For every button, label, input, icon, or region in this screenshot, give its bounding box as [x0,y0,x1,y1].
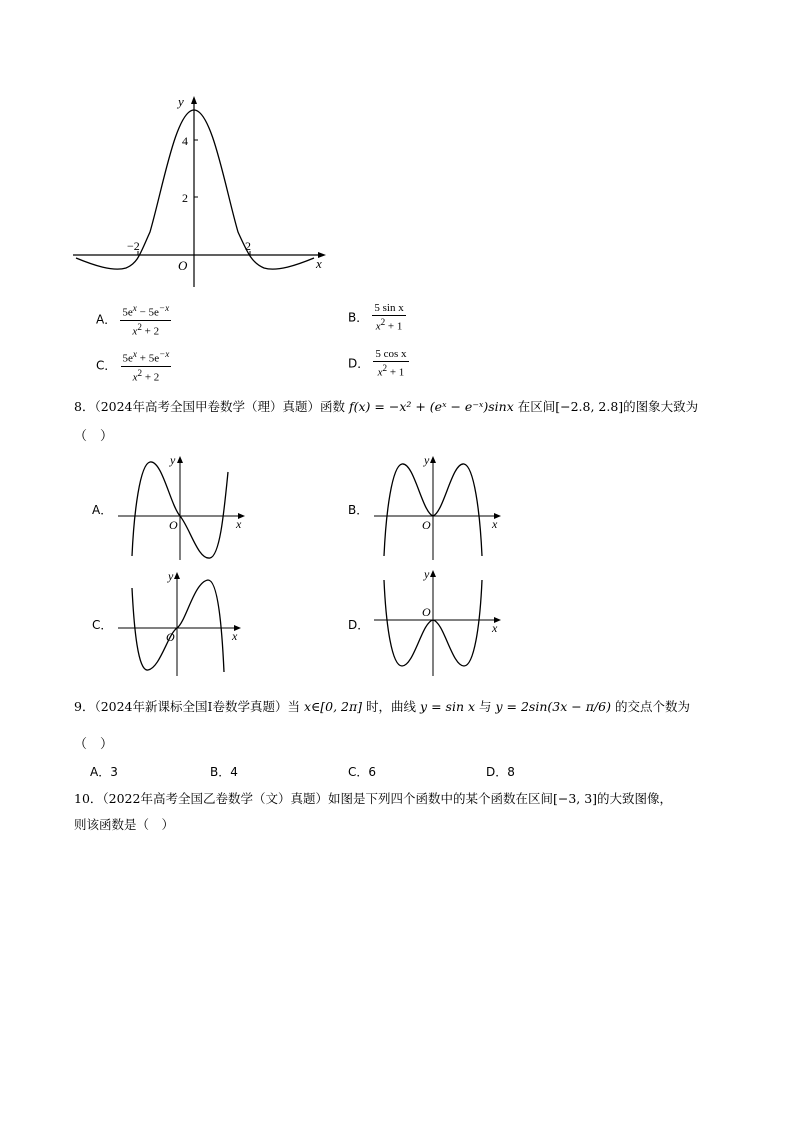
q10-stem-line2: 则该函数是（ ） [74,817,175,832]
q8-option-a-graph[interactable] [114,452,254,562]
svg-text:O: O [422,518,431,532]
svg-text:O: O [169,518,178,532]
q8-option-b-graph[interactable] [370,452,510,562]
q8-option-c-graph[interactable] [114,568,254,678]
q7-y-arrow-icon [191,96,197,104]
q7-tick-4: 4 [182,134,188,148]
q9-stem [74,698,690,716]
q7-tick-2x: 2 [245,239,251,253]
svg-text:O: O [422,605,431,619]
q7-option-d[interactable] [348,348,409,380]
svg-text:y: y [168,569,174,583]
q7-x-label: x [316,256,322,271]
q7-option-b-label: B． [348,310,369,325]
svg-text:x: x [236,517,242,531]
q8-option-d-graph[interactable] [370,566,510,678]
q9-curve-1: y = sin x [420,699,476,714]
q9-answer-paren: （ ） [74,737,114,752]
q8-option-c-label[interactable]: C． [92,618,113,632]
q7-option-c-formula: $\frac{5e^x + 5e^{-x}}{x^2 + 2}$ [122,349,170,384]
q9-stem-post: 的交点个数为 [614,699,690,714]
q9-choice-d[interactable]: D．8 [486,765,515,779]
q8-answer-paren: （ ） [74,429,114,444]
q7-option-b-formula: $\frac{\text{5 sin x}}{x^2 + 1}$ [374,302,404,333]
svg-text:y: y [424,567,430,581]
q8-option-b-label[interactable]: B． [348,503,369,517]
svg-text:x: x [492,517,498,531]
svg-text:y: y [170,453,176,467]
q7-option-c[interactable] [96,348,171,384]
q7-option-b[interactable] [348,302,406,334]
svg-text:x: x [232,629,238,643]
q10-stem-line1: 10．（2022年高考全国乙卷数学（文）真题）如图是下列四个函数中的某个函数在区间[−3, 3]的大致图像， [74,791,673,806]
q9-stem-condition: x∈[0, 2π] [303,699,363,714]
q7-curve [76,110,314,269]
q7-option-d-label: D． [348,356,370,371]
q8-option-d-label[interactable]: D． [348,618,370,632]
q9-stem-mid: 时，曲线 [366,699,417,714]
q7-tick-m2: −2 [127,239,140,253]
q9-choice-a[interactable]: A．3 [90,765,118,779]
q8-stem [74,398,698,416]
q7-function-graph [68,92,338,292]
svg-text:y: y [424,453,430,467]
q9-stem-and: 与 [479,699,492,714]
q8-option-a-label[interactable]: A． [92,503,113,517]
q7-y-label: y [178,94,184,109]
q8-stem-function: f(x) = −x² + (eˣ − e⁻ˣ)sinx [349,399,514,414]
q7-option-d-formula: $\frac{\text{5 cos x}}{x^2 + 1}$ [375,348,407,379]
q9-curve-2: y = 2sin(3x − π/6) [495,699,611,714]
q8-stem-pre: 8．（2024年高考全国甲卷数学（理）真题）函数 [74,399,346,414]
q7-tick-2y: 2 [182,191,188,205]
q8-stem-post: 在区间[−2.8, 2.8]的图象大致为 [517,399,699,414]
svg-text:x: x [492,621,498,635]
q9-stem-pre: 9．（2024年新课标全国Ⅰ卷数学真题）当 [74,699,300,714]
q7-option-a[interactable] [96,302,171,338]
q9-choice-c[interactable]: C．6 [348,765,377,779]
q7-option-c-label: C． [96,358,117,373]
q7-origin-label: O [178,258,188,273]
q7-option-a-label: A． [96,312,117,327]
svg-text:O: O [166,630,175,644]
q9-choice-b[interactable]: B．4 [210,765,238,779]
q7-option-a-formula: $\frac{5e^x - 5e^{-x}}{x^2 + 2}$ [122,303,170,338]
